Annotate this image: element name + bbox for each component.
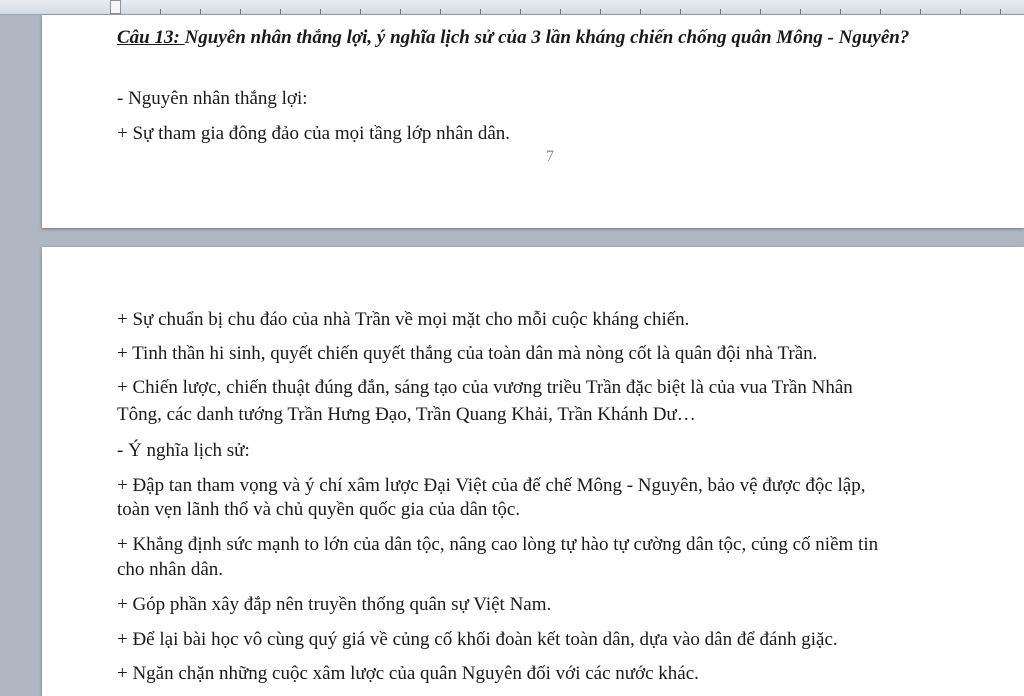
section-heading[interactable]: - Nguyên nhân thắng lợi: (117, 88, 308, 109)
paragraph-line[interactable]: + Góp phần xây đắp nên truyền thống quân sự Việt Nam. (117, 594, 552, 615)
ruler-tick (320, 9, 321, 14)
paragraph-line[interactable]: + Để lại bài học vô cùng quý giá về củng cố khối đoàn kết toàn dân, dựa vào dân để đánh giặc. (117, 629, 838, 650)
horizontal-ruler[interactable] (0, 0, 1024, 15)
indent-marker[interactable] (110, 0, 121, 14)
paragraph-line[interactable]: + Ngăn chặn những cuộc xâm lược của quân Nguyên đối với các nước khác. (117, 663, 699, 684)
question-heading[interactable] (117, 27, 989, 49)
ruler-tick (560, 9, 561, 14)
ruler-tick (760, 9, 761, 14)
ruler-tick (280, 9, 281, 14)
paragraph-line[interactable]: + Tinh thần hi sinh, quyết chiến quyết thắng của toàn dân mà nòng cốt là quân đội nhà Trần. (117, 343, 818, 364)
paragraph-line[interactable]: cho nhân dân. (117, 559, 224, 580)
question-title: Nguyên nhân thắng lợi, ý nghĩa lịch sử của 3 lần kháng chiến chống quân Mông - Nguyên? (184, 27, 910, 48)
ruler-tick (840, 9, 841, 14)
ruler-tick (360, 9, 361, 14)
paragraph-line[interactable]: Tông, các danh tướng Trần Hưng Đạo, Trần Quang Khải, Trần Khánh Dư… (117, 404, 696, 425)
paragraph-line[interactable]: + Sự tham gia đông đảo của mọi tầng lớp nhân dân. (117, 123, 511, 144)
ruler-tick (680, 9, 681, 14)
ruler-tick (400, 9, 401, 14)
ruler-tick (640, 9, 641, 14)
ruler-tick (480, 9, 481, 14)
paragraph-line[interactable]: + Sự chuẩn bị chu đáo của nhà Trần về mọi mặt cho mỗi cuộc kháng chiến. (117, 309, 690, 330)
ruler-tick (240, 9, 241, 14)
ruler-tick (960, 9, 961, 14)
ruler-tick (1000, 9, 1001, 14)
ruler-tick (600, 9, 601, 14)
section-heading[interactable]: - Ý nghĩa lịch sử: (117, 440, 250, 461)
ruler-tick (200, 9, 201, 14)
ruler-tick (800, 9, 801, 14)
ruler-tick (880, 9, 881, 14)
ruler-tick (720, 9, 721, 14)
paragraph-line[interactable]: + Khẳng định sức mạnh to lớn của dân tộc, nâng cao lòng tự hào tự cường dân tộc, củng cố niềm tin (117, 534, 879, 555)
page-number: 7 (546, 148, 554, 165)
paragraph-line[interactable]: toàn vẹn lãnh thổ và chủ quyền quốc gia của dân tộc. (117, 499, 521, 520)
question-number: Câu 13: (117, 27, 185, 48)
ruler-tick (440, 9, 441, 14)
paragraph-line[interactable]: + Chiến lược, chiến thuật đúng đắn, sáng tạo của vương triều Trần đặc biệt là của vua Trần Nhân (117, 377, 853, 398)
ruler-tick (160, 9, 161, 14)
ruler-tick (920, 9, 921, 14)
ruler-tick (520, 9, 521, 14)
paragraph-line[interactable]: + Đập tan tham vọng và ý chí xâm lược Đại Việt của đế chế Mông - Nguyên, bảo vệ được độc lập, (117, 475, 866, 496)
